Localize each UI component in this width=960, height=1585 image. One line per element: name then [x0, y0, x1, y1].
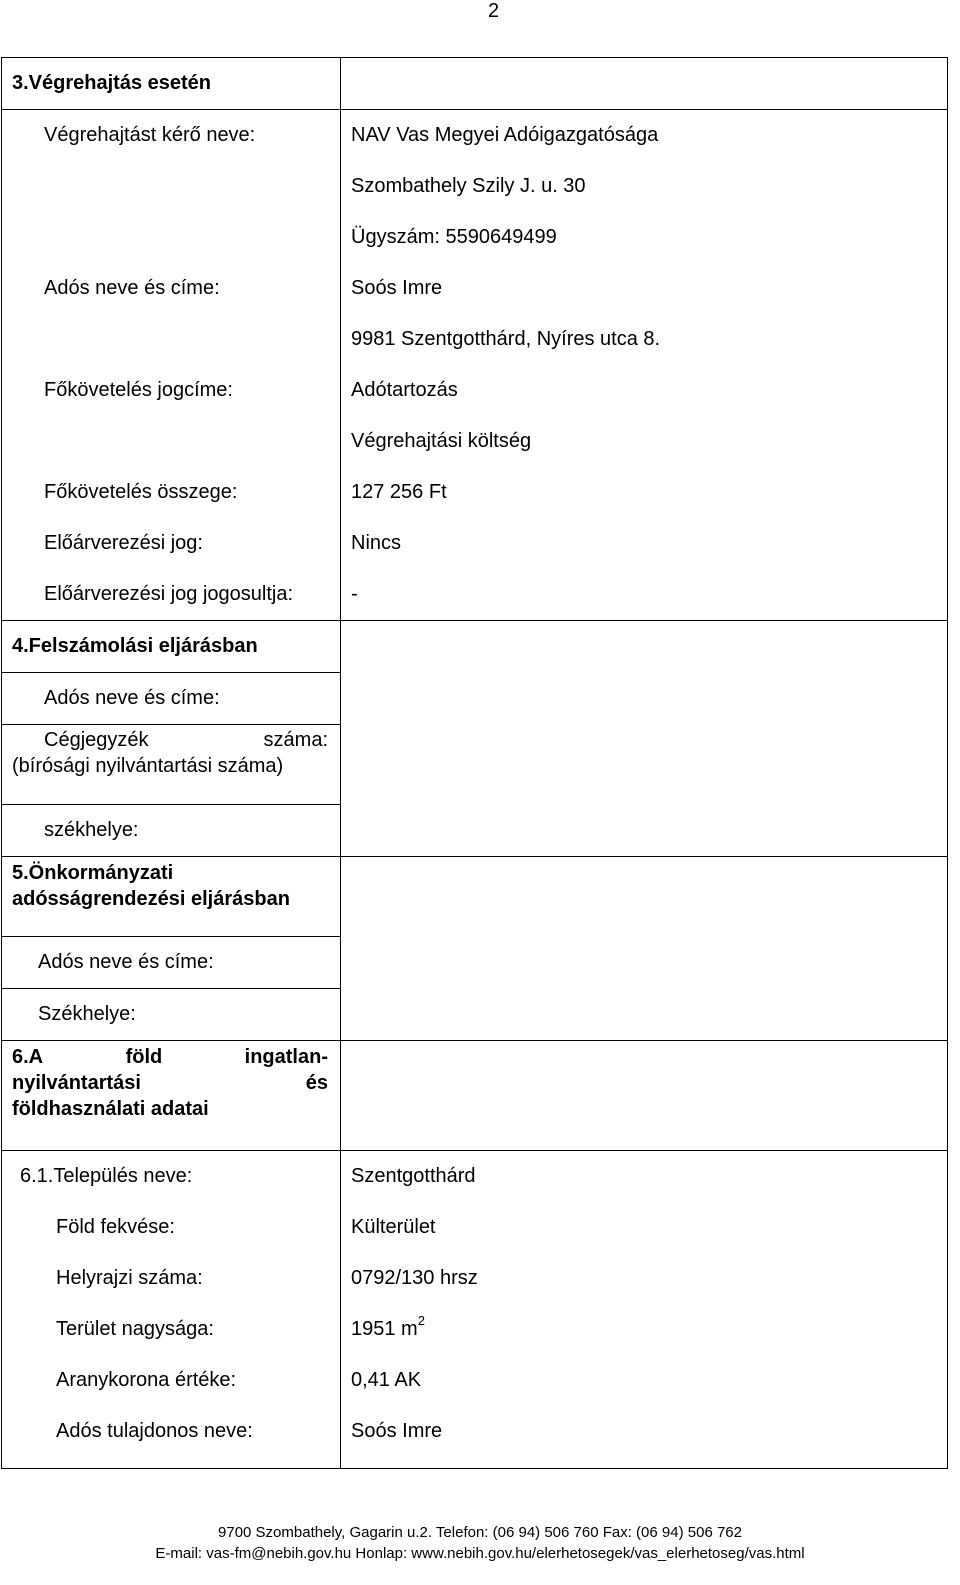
section6-title-line2 [2, 1070, 340, 1096]
area-number: 1951 m [351, 1318, 418, 1340]
owner-label: Adós tulajdonos neve: [56, 1420, 253, 1442]
debtor-label: Adós neve és címe: [44, 277, 220, 299]
reg-label-word2: száma: [263, 729, 328, 751]
footer-address: 9700 Szombathely, Gagarin u.2. Telefon: (06 94) 506 760 Fax: (06 94) 506 762 [218, 1524, 742, 1541]
section4-seat-label: székhelye: [44, 819, 139, 841]
requester-line-1: NAV Vas Megyei Adóigazgatósága [351, 124, 659, 146]
claim-title-line-2: Végrehajtási költség [351, 430, 532, 452]
preemption-value: Nincs [351, 532, 402, 554]
section3-body-row [2, 110, 948, 621]
requester-line-2: Szombathely Szily J. u. 30 [351, 175, 586, 197]
parcel-value: 0792/130 hrsz [351, 1267, 478, 1289]
settlement-value: Szentgotthárd [351, 1165, 476, 1187]
owner-value: Soós Imre [351, 1420, 443, 1442]
debtor-line-1: Soós Imre [351, 277, 443, 299]
section5-header-row [2, 857, 948, 937]
location-value: Külterület [351, 1216, 436, 1238]
section6-title-word3: ingatlan- [244, 1046, 328, 1068]
section6-body-row [2, 1151, 948, 1469]
reg-label-word1: Cégjegyzék [44, 729, 149, 751]
claim-title-label: Főkövetelés jogcíme: [44, 379, 233, 401]
preemption-label: Előárverezési jog: [44, 532, 203, 554]
section6-title-line1 [2, 1044, 340, 1070]
requester-label: Végrehajtást kérő neve: [44, 124, 256, 146]
claim-amount-value: 127 256 Ft [351, 481, 447, 503]
parcel-label: Helyrajzi száma: [56, 1267, 203, 1289]
section6-title-word2: föld [125, 1046, 163, 1068]
claim-amount-label: Főkövetelés összege: [44, 481, 238, 503]
section6-title-word1: 6.A [12, 1046, 44, 1068]
gold-crown-value: 0,41 AK [351, 1369, 422, 1391]
settlement-label: 6.1.Település neve: [20, 1165, 193, 1187]
reg-label-line1 [2, 727, 340, 753]
preemption-holder-label: Előárverezési jog jogosultja: [44, 583, 294, 605]
section4-header-row [2, 621, 948, 673]
section3-title: 3.Végrehajtás esetén [12, 72, 211, 94]
area-unit-superscript: 2 [417, 1313, 425, 1329]
section6-header-row [2, 1041, 948, 1151]
reg-label-line2: (bírósági nyilvántartási száma) [12, 755, 284, 777]
section3-header-row [2, 58, 948, 110]
section5-title-line1: 5.Önkormányzati [12, 862, 174, 884]
preemption-holder-value: - [351, 583, 358, 605]
footer-contact: E-mail: vas-fm@nebih.gov.hu Honlap: www.nebih.gov.hu/elerhetosegek/vas_elerhetoseg/vas.html [155, 1545, 805, 1562]
section4-debtor-label: Adós neve és címe: [44, 687, 220, 709]
claim-title-line-1: Adótartozás [351, 379, 458, 401]
area-label: Terület nagysága: [56, 1318, 214, 1340]
section5-seat-label: Székhelye: [38, 1003, 136, 1025]
section6-title-word5: és [305, 1072, 328, 1094]
gold-crown-label: Aranykorona értéke: [56, 1369, 237, 1391]
area-value [341, 1304, 947, 1355]
debtor-line-2: 9981 Szentgotthárd, Nyíres utca 8. [351, 328, 661, 350]
section6-title-word4: nyilvántartási [12, 1072, 141, 1094]
section6-title-line3: földhasználati adatai [12, 1098, 209, 1120]
location-label: Föld fekvése: [56, 1216, 175, 1238]
section5-title-line2: adósságrendezési eljárásban [12, 888, 290, 910]
page-number: 2 [488, 0, 500, 22]
section4-title: 4.Felszámolási eljárásban [12, 635, 258, 657]
requester-line-3: Ügyszám: 5590649499 [351, 226, 557, 248]
form-table [1, 57, 948, 1469]
section5-debtor-label: Adós neve és címe: [38, 951, 214, 973]
